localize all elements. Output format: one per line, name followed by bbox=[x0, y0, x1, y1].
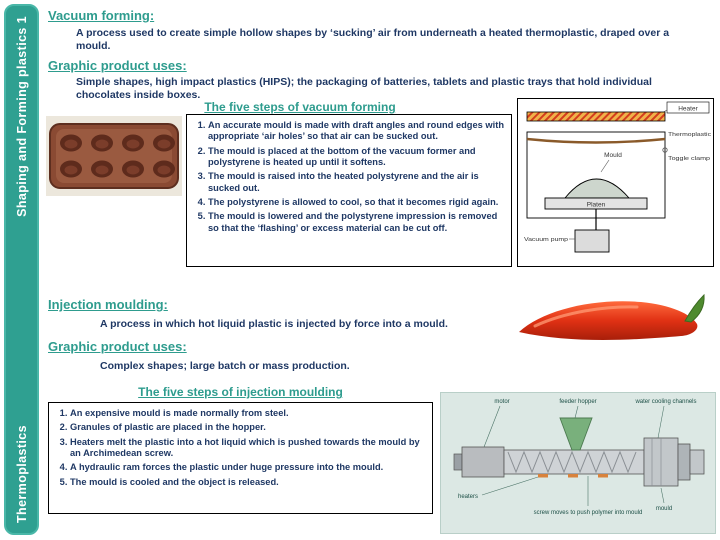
sidebar-label-top: Shaping and Forming plastics 1 bbox=[14, 16, 29, 217]
sidebar-label-bottom: Thermoplastics bbox=[14, 425, 29, 523]
vacuum-uses-title: Graphic product uses: bbox=[48, 58, 187, 73]
injection-moulding-diagram bbox=[440, 392, 716, 534]
vacuum-label-toggle-clamp: Toggle clamp bbox=[668, 156, 710, 162]
injection-step-4: 4. A hydraulic ram forces the plastic under huge pressure into the mould. bbox=[70, 462, 426, 473]
injection-step-1: 1. An expensive mould is made normally from steel. bbox=[70, 408, 426, 419]
vacuum-label-mould: Mould bbox=[604, 152, 622, 159]
injection-description: A process in which hot liquid plastic is injected by force into a mould. bbox=[100, 318, 448, 330]
chilli-pepper-image bbox=[515, 288, 715, 352]
vacuum-step-2: 2. The mould is placed at the bottom of the vacuum former and polystyrene is heated up until it softens. bbox=[208, 146, 505, 169]
vacuum-label-thermoplastic: Thermoplastic bbox=[668, 132, 712, 138]
vacuum-step-4: 4. The polystyrene is allowed to cool, so that it becomes rigid again. bbox=[208, 197, 505, 208]
injection-uses-title: Graphic product uses: bbox=[48, 339, 187, 354]
vacuum-label-vacuum-pump: Vacuum pump bbox=[524, 237, 568, 243]
chocolate-tray-image bbox=[46, 116, 182, 196]
injection-label-screw: screw moves to push polymer into mould bbox=[533, 510, 643, 516]
injection-step-2: 2. Granules of plastic are placed in the hopper. bbox=[70, 422, 426, 433]
injection-label-mould: mould bbox=[655, 506, 673, 512]
injection-label-feeder-hopper: feeder hopper bbox=[559, 399, 597, 405]
injection-moulding-title: Injection moulding: bbox=[48, 297, 168, 312]
vacuum-step-3: 3. The mould is raised into the heated polystyrene and the air is sucked out. bbox=[208, 171, 505, 194]
injection-step-5: 5. The mould is cooled and the object is released. bbox=[70, 477, 426, 488]
vacuum-label-platen: Platen bbox=[586, 201, 606, 209]
injection-label-heaters: heaters bbox=[458, 494, 479, 500]
injection-steps-list bbox=[53, 408, 426, 488]
injection-uses-text: Complex shapes; large batch or mass production. bbox=[100, 360, 350, 372]
injection-label-motor: motor bbox=[494, 399, 510, 405]
vacuum-steps-title: The five steps of vacuum forming bbox=[204, 100, 396, 114]
injection-steps-box bbox=[48, 402, 433, 514]
vacuum-step-1: 1. An accurate mould is made with draft angles and round edges with appropriate ‘air holes’ so that air can be sucked out. bbox=[208, 120, 505, 143]
vacuum-label-heater: Heater bbox=[678, 105, 698, 113]
vacuum-uses-text: Simple shapes, high impact plastics (HIPS); the packaging of batteries, tablets and plastic trays that hold individual chocolates inside boxes. bbox=[76, 76, 652, 102]
injection-step-3: 3. Heaters melt the plastic into a hot liquid which is pushed towards the mould by an Archimedean screw. bbox=[70, 437, 426, 460]
vacuum-step-5: 5. The mould is lowered and the polystyrene impression is removed so that the ‘flashing’ or excess material can be cut off. bbox=[208, 211, 505, 234]
injection-label-water-cooling: water cooling channels bbox=[635, 399, 697, 405]
vacuum-forming-diagram bbox=[517, 98, 714, 267]
vacuum-steps-box bbox=[186, 114, 512, 267]
vacuum-steps-list bbox=[191, 120, 505, 234]
sidebar bbox=[4, 4, 39, 535]
vacuum-forming-title: Vacuum forming: bbox=[48, 8, 155, 23]
injection-steps-title: The five steps of injection moulding bbox=[138, 385, 343, 399]
vacuum-forming-description: A process used to create simple hollow shapes by ‘sucking’ air from underneath a heated thermoplastic, draped over a mould. bbox=[76, 27, 670, 53]
